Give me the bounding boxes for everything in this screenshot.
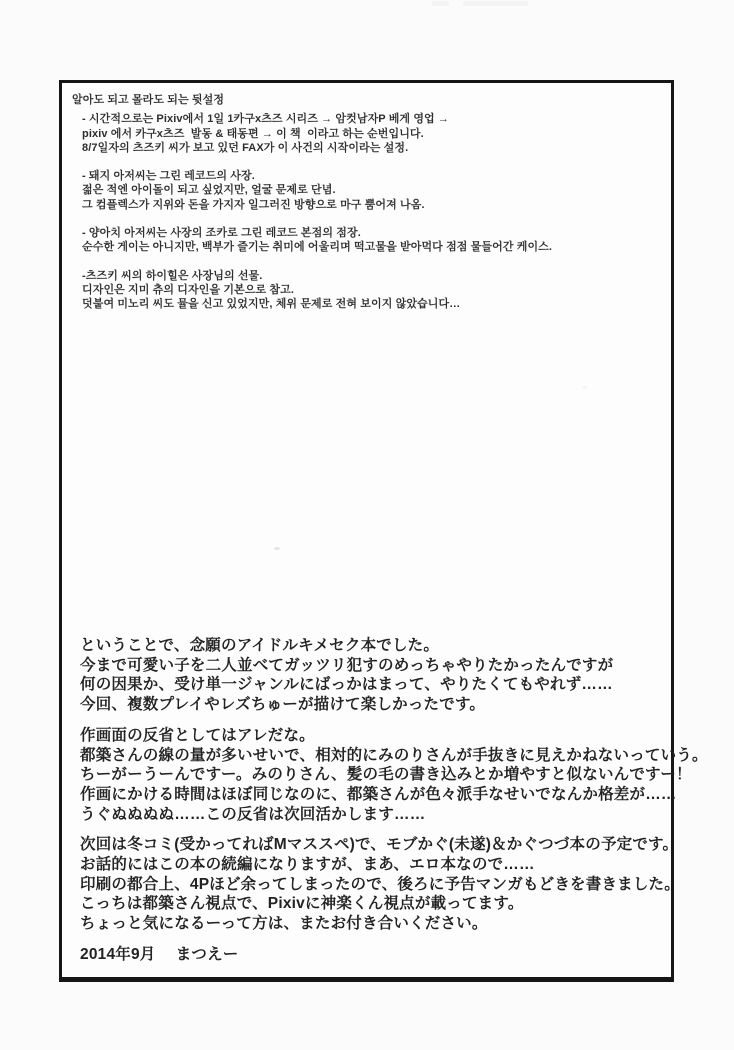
text-line: ということで、念願のアイドルキメセク本でした。 [80,637,440,654]
text-line: 덧붙여 미노리 씨도 뮬을 신고 있었지만, 체위 문제로 전혀 보이지 않았습니다… [82,298,461,311]
text-line: お話的にはこの本の続編になりますが、まあ、エロ本なので…… [80,856,535,874]
text-frame [59,80,708,982]
text-line: 作画面の反省としてはアレだな。 [80,726,315,744]
text-line: 순수한 게이는 아니지만, 백부가 즐기는 취미에 어울리며 떡고물을 받아먹다 점점 물들어간 케이스. [82,241,553,254]
text-line: うぐぬぬぬぬ……この反省は次回活かします…… [80,805,426,823]
paragraph [80,835,680,934]
text-line: 印刷の都合上、4Pほど余ってしまったので、後ろに予告マンガもどきを書きました。 [80,875,680,893]
text-line: 何の因果か、受け単一ジャンルにばっかはまって、やりたくてもやれず…… [80,676,613,694]
date-signature: 2014年9月 まつえー [80,945,239,963]
paper-speck [274,547,280,550]
text-line: 8/7일자의 츠즈키 씨가 보고 있던 FAX가 이 사건의 시작이라는 설정. [82,141,409,154]
section-title: 알아도 되고 몰라도 되는 뒷설정 [72,94,225,106]
paragraph [80,636,670,715]
text-line: こっちは都築さん視点で、Pixivに神楽くん視点が載ってます。 [80,895,524,913]
paragraph [82,226,657,255]
text-line: 젊은 적엔 아이돌이 되고 싶었지만, 얼굴 문제로 단념. [82,184,336,197]
korean-notes-section [72,93,657,326]
paragraph [82,269,657,312]
text-line: - 양아치 아저씨는 사장의 조카로 그린 레코드 본점의 점장. [82,227,361,240]
paragraph [82,112,657,155]
text-line: 作画にかける時間はほぼ同じなのに、都築さんが色々派手なせいでなんか格差が…… [80,785,677,803]
text-line: 次回は冬コミ(受かってればMマススペ)で、モブかぐ(未遂)＆かぐつづ本の予定です。 [80,836,679,854]
text-line: - 돼지 아저씨는 그린 레코드의 사장. [82,170,255,183]
text-line: 디자인은 지미 츄의 디자인을 기본으로 참고. [82,283,295,296]
text-line: ちょっと気になるーって方は、またお付き合いください。 [80,915,488,933]
text-line: 그 컴플렉스가 지위와 돈을 가지자 일그러진 방향으로 마구 뿜어져 나옴. [82,198,425,211]
text-line: ちーがーうーんですー。みのりさん、髪の毛の書き込みとか増やすと似ないんですー！ [80,766,692,784]
scan-smudge [463,1,528,6]
text-line: 都築さんの線の量が多いせいで、相対的にみのりさんが手抜きに見えかねないっていう。 [80,746,708,764]
scan-smudge [432,1,449,6]
text-line: 今まで可愛い子を二人並べてガッツリ犯すのめっちゃやりたかったんですが [80,656,614,674]
text-line: -츠즈키 씨의 하이힐은 사장님의 선물. [82,269,263,282]
paragraph [82,169,657,212]
paragraph [80,726,708,825]
text-line: 今回、複数プレイやレズちゅーが描けて楽しかったです。 [80,696,486,714]
text-line: pixiv 에서 카구x츠즈 발동 & 태동편 → 이 책 이라고 하는 순번입니다. [82,127,424,140]
text-line: - 시간적으로는 Pixiv에서 1일 1카구x츠즈 시리즈 → 암컷남자P 베게 영업 → [82,113,450,126]
paper-speck [582,386,587,389]
japanese-afterword-section [80,636,708,965]
